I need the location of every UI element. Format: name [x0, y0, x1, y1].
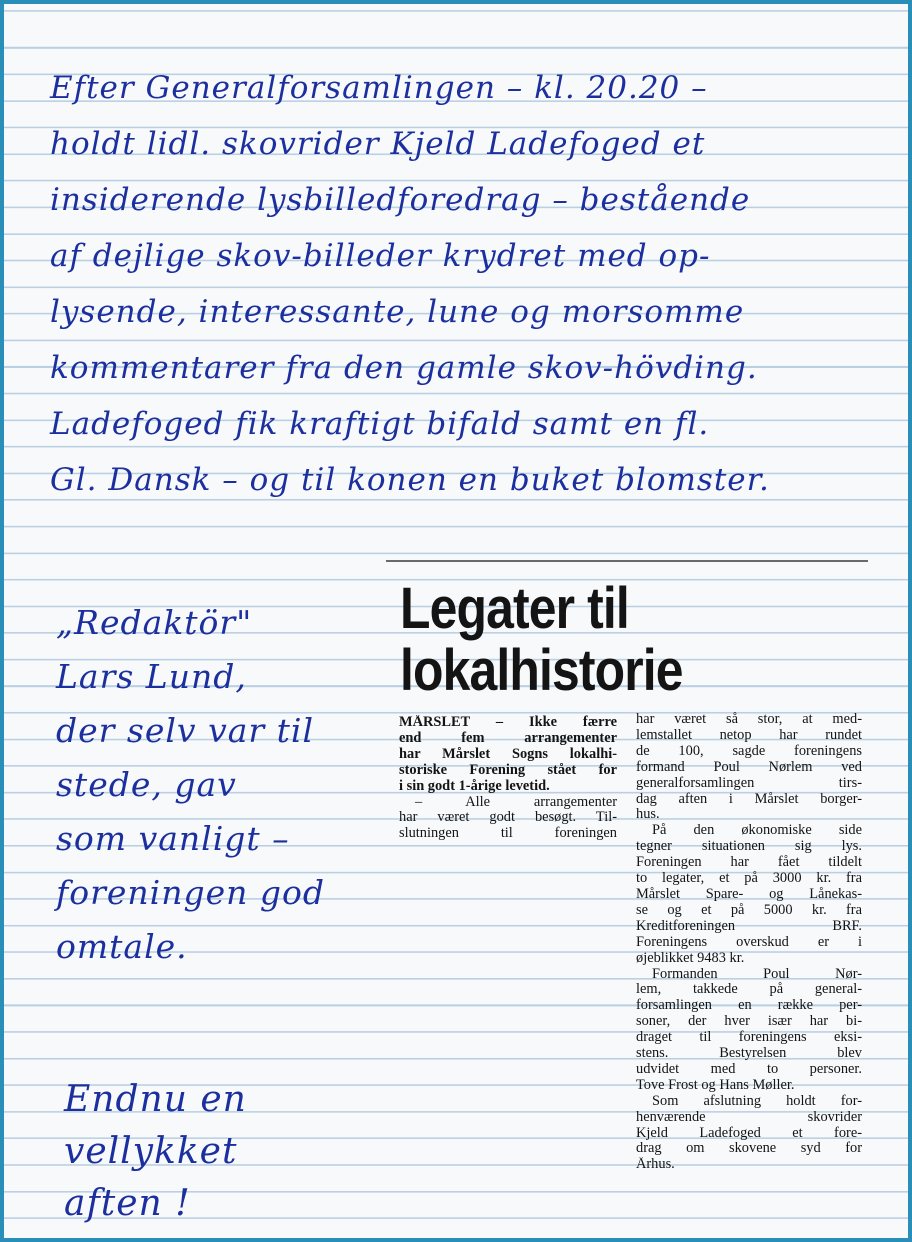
article-line: – Alle arrangementer — [415, 794, 617, 810]
article-line: henværende skovrider — [636, 1109, 862, 1125]
handwriting-line: kommentarer fra den gamle skov-hövding. — [50, 350, 758, 386]
clipping-headline — [400, 578, 796, 702]
article-line: Mårslet Spare- og Lånekas- — [636, 886, 862, 902]
article-line: i sin godt 1-årige levetid. — [399, 778, 550, 794]
article-line: Århus. — [636, 1157, 675, 1173]
article-line: Foreningen har fået tildelt — [636, 855, 862, 871]
handwritten-left-note — [56, 596, 346, 974]
handwriting-line: insiderende lysbilledforedrag – bestående — [50, 182, 751, 218]
handwriting-line: „Redaktör" — [56, 603, 253, 642]
handwritten-top-note — [50, 60, 890, 508]
headline-line: Legater til — [400, 576, 629, 641]
handwriting-line: holdt lidl. skovrider Kjeld Ladefoged et — [50, 126, 706, 162]
handwriting-line: foreningen god — [56, 873, 325, 912]
article-line: dag aften i Mårslet borger- — [636, 791, 862, 807]
article-line: øjeblikket 9483 kr. — [636, 950, 745, 966]
handwriting-line: stede, gav — [56, 765, 237, 804]
article-line: Foreningens overskud er i — [636, 934, 862, 950]
article-column-left — [399, 715, 617, 842]
article-line: formand Poul Nørlem ved — [636, 759, 862, 775]
article-line: forsamlingen en række per- — [636, 998, 862, 1014]
article-line: stens. Bestyrelsen blev — [636, 1046, 862, 1062]
article-line: end fem arrangementer — [399, 730, 617, 746]
handwriting-line: vellykket — [64, 1131, 238, 1172]
handwriting-line: lysende, interessante, lune og morsomme — [50, 294, 745, 330]
clipping-top-rule — [386, 560, 868, 562]
article-line: to legater, et på 3000 kr. fra — [636, 871, 862, 887]
article-line: drag om skovene syd for — [636, 1141, 862, 1157]
handwriting-line: omtale. — [56, 927, 188, 966]
article-line: har været så stor, at med- — [636, 712, 862, 727]
headline-line: lokalhistorie — [400, 638, 683, 703]
article-line: lemstallet netop har rundet — [636, 727, 862, 743]
handwriting-line: af dejlige skov-billeder krydret med op- — [50, 238, 711, 274]
article-line: Kjeld Ladefoged et fore- — [636, 1125, 862, 1141]
article-line: tegner situationen sig lys. — [636, 839, 862, 855]
article-line: se og et på 5000 kr. fra — [636, 902, 862, 918]
handwriting-line: Lars Lund, — [56, 657, 247, 696]
article-line: draget til foreningens eksi- — [636, 1030, 862, 1046]
article-line: storiske Forening stået for — [399, 762, 617, 778]
article-line: Kreditforeningen BRF. — [636, 918, 862, 934]
article-line: soner, der hver især har bi- — [636, 1014, 862, 1030]
article-line: Formanden Poul Nør- — [652, 966, 862, 982]
article-line: udvidet med to personer. — [636, 1061, 862, 1077]
article-line: slutningen til foreningen — [399, 826, 617, 842]
handwriting-line: Ladefoged fik kraftigt bifald samt en fl. — [50, 406, 710, 442]
article-line: lem, takkede på general- — [636, 982, 862, 998]
article-line: MÅRSLET – Ikke færre — [399, 715, 617, 730]
article-line: Tove Frost og Hans Møller. — [636, 1077, 795, 1093]
article-line: har Mårslet Sogns lokalhi- — [399, 746, 617, 762]
article-column-right — [636, 712, 862, 1173]
handwriting-line: Endnu en — [64, 1079, 247, 1120]
article-line: hus. — [636, 807, 660, 823]
article-line: På den økonomiske side — [652, 823, 862, 839]
handwriting-line: som vanligt – — [56, 819, 290, 858]
article-line: har været godt besøgt. Til- — [399, 810, 617, 826]
newspaper-clipping — [386, 560, 868, 1220]
article-line: de 100, sagde foreningens — [636, 743, 862, 759]
handwritten-bottom-note — [64, 1074, 364, 1230]
handwriting-line: aften ! — [64, 1183, 191, 1224]
article-line: Som afslutning holdt for- — [652, 1093, 862, 1109]
handwriting-line: Efter Generalforsamlingen – kl. 20.20 – — [50, 70, 708, 106]
handwriting-line: der selv var til — [56, 711, 315, 750]
article-line: generalforsamlingen tirs- — [636, 775, 862, 791]
handwriting-line: Gl. Dansk – og til konen en buket blomster. — [50, 462, 770, 498]
